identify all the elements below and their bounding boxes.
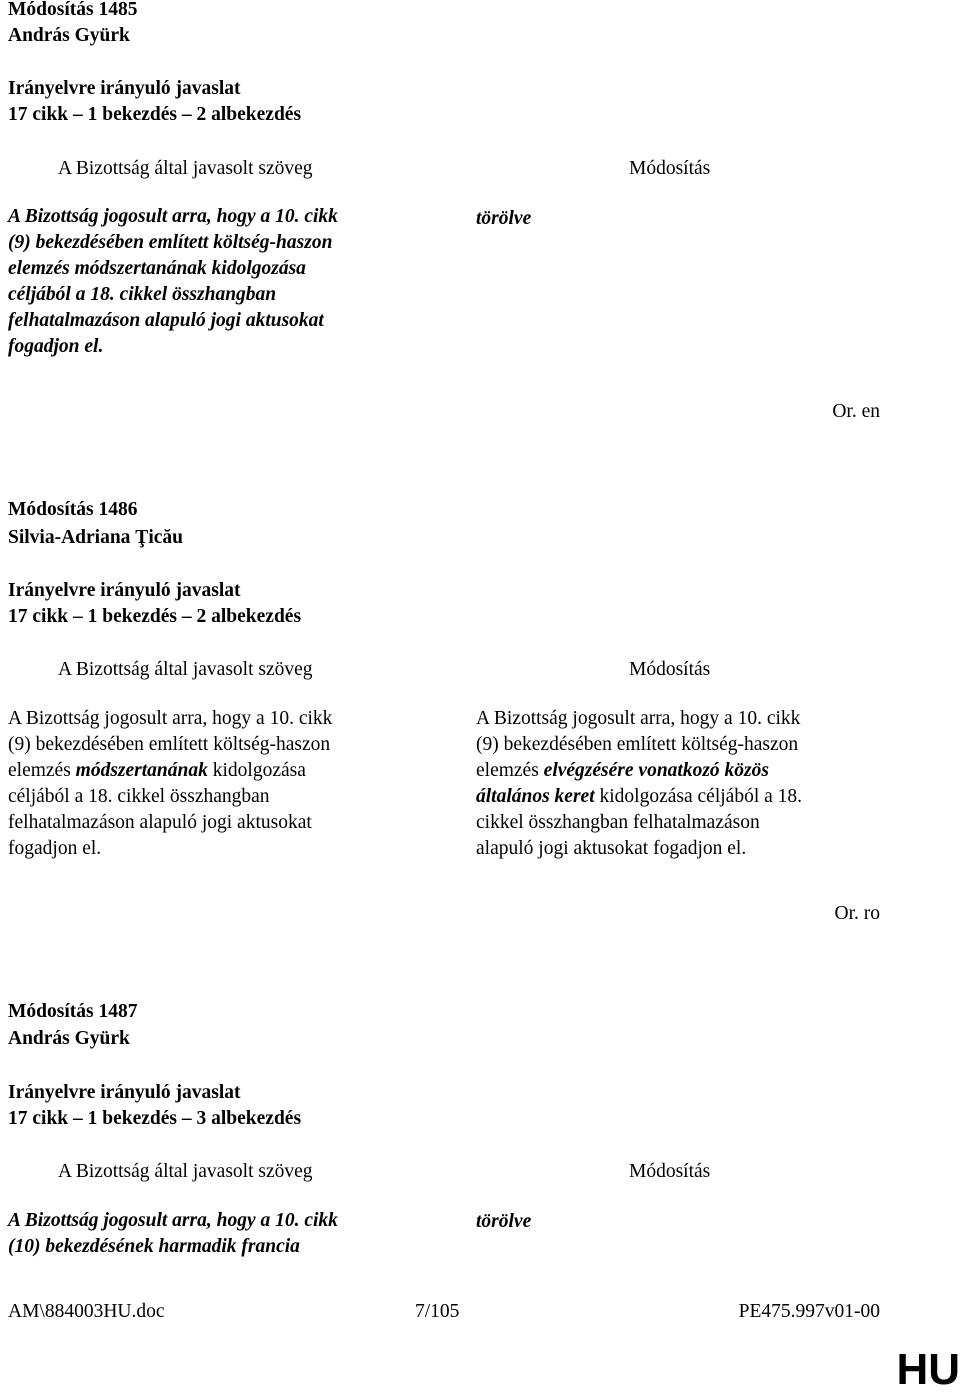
text-span: alapuló jogi aktusokat fogadjon el. xyxy=(476,838,747,859)
footer-doc-ref: AM\884003HU.doc xyxy=(8,1301,165,1322)
amendment-author: Silvia-Adriana Ţicău xyxy=(8,527,183,548)
commission-text-header: A Bizottság által javasolt szöveg xyxy=(58,659,313,680)
proposal-type: Irányelvre irányuló javaslat xyxy=(8,580,241,601)
text-line xyxy=(476,758,896,784)
text-line: A Bizottság jogosult arra, hogy a 10. cikk xyxy=(8,1210,338,1231)
amendment-author: András Gyürk xyxy=(8,1028,130,1049)
deleted-text: törölve xyxy=(476,1211,532,1232)
text-line xyxy=(8,810,428,836)
text-span: elemzés xyxy=(8,760,76,781)
text-line xyxy=(8,758,428,784)
article-reference: 17 cikk – 1 bekezdés – 3 albekezdés xyxy=(8,1108,302,1129)
text-span: felhatalmazáson alapuló jogi aktusokat xyxy=(8,812,312,833)
text-span: kidolgozása céljából a 18. xyxy=(594,786,803,807)
text-line xyxy=(476,836,896,862)
text-span: fogadjon el. xyxy=(8,838,102,859)
commission-text xyxy=(8,706,428,862)
proposal-type: Irányelvre irányuló javaslat xyxy=(8,78,241,99)
text-line xyxy=(8,706,428,732)
text-line: fogadjon el. xyxy=(8,336,104,357)
text-span: (9) bekezdésében említett költség-haszon xyxy=(8,734,331,755)
text-line: céljából a 18. cikkel összhangban xyxy=(8,284,277,305)
amendment-title: Módosítás 1486 xyxy=(8,499,138,520)
commission-text-header: A Bizottság által javasolt szöveg xyxy=(58,158,313,179)
text-line: A Bizottság jogosult arra, hogy a 10. cikk xyxy=(8,206,338,227)
footer-page-number: 7/105 xyxy=(415,1301,460,1322)
amendment-author: András Gyürk xyxy=(8,25,130,46)
text-line: (10) bekezdésének harmadik francia xyxy=(8,1236,300,1257)
text-line: (9) bekezdésében említett költség-haszon xyxy=(8,232,333,253)
text-span: céljából a 18. cikkel összhangban xyxy=(8,786,270,807)
amendment-title: Módosítás 1487 xyxy=(8,1001,138,1022)
highlighted-text: elvégzésére vonatkozó közös xyxy=(543,760,769,781)
deleted-text: törölve xyxy=(476,208,532,229)
amendment-title: Módosítás 1485 xyxy=(8,0,138,20)
text-span: kidolgozása xyxy=(207,760,306,781)
text-line: elemzés módszertanának kidolgozása xyxy=(8,258,306,279)
original-language: Or. ro xyxy=(834,903,880,924)
text-line xyxy=(476,810,896,836)
text-line xyxy=(8,784,428,810)
text-line xyxy=(476,706,896,732)
highlighted-text: általános keret xyxy=(476,786,595,807)
article-reference: 17 cikk – 1 bekezdés – 2 albekezdés xyxy=(8,104,302,125)
language-code: HU xyxy=(896,1345,960,1394)
text-line xyxy=(476,732,896,758)
text-span: cikkel összhangban felhatalmazáson xyxy=(476,812,760,833)
commission-text xyxy=(8,204,428,360)
commission-text xyxy=(8,1208,428,1260)
amendment-header: Módosítás xyxy=(629,158,711,179)
proposal-type: Irányelvre irányuló javaslat xyxy=(8,1082,241,1103)
text-line xyxy=(8,836,428,862)
text-line xyxy=(8,732,428,758)
text-line: felhatalmazáson alapuló jogi aktusokat xyxy=(8,310,324,331)
text-span: elemzés xyxy=(476,760,544,781)
highlighted-text: módszertanának xyxy=(75,760,208,781)
original-language: Or. en xyxy=(832,401,880,422)
text-span: (9) bekezdésében említett költség-haszon xyxy=(476,734,799,755)
amendment-header: Módosítás xyxy=(629,1161,711,1182)
article-reference: 17 cikk – 1 bekezdés – 2 albekezdés xyxy=(8,606,302,627)
commission-text-header: A Bizottság által javasolt szöveg xyxy=(58,1161,313,1182)
amendment-header: Módosítás xyxy=(629,659,711,680)
footer-pe-ref: PE475.997v01-00 xyxy=(738,1301,880,1322)
amendment-text xyxy=(476,706,896,862)
text-span: A Bizottság jogosult arra, hogy a 10. cikk xyxy=(8,708,333,729)
text-span: A Bizottság jogosult arra, hogy a 10. cikk xyxy=(476,708,801,729)
text-line xyxy=(476,784,896,810)
